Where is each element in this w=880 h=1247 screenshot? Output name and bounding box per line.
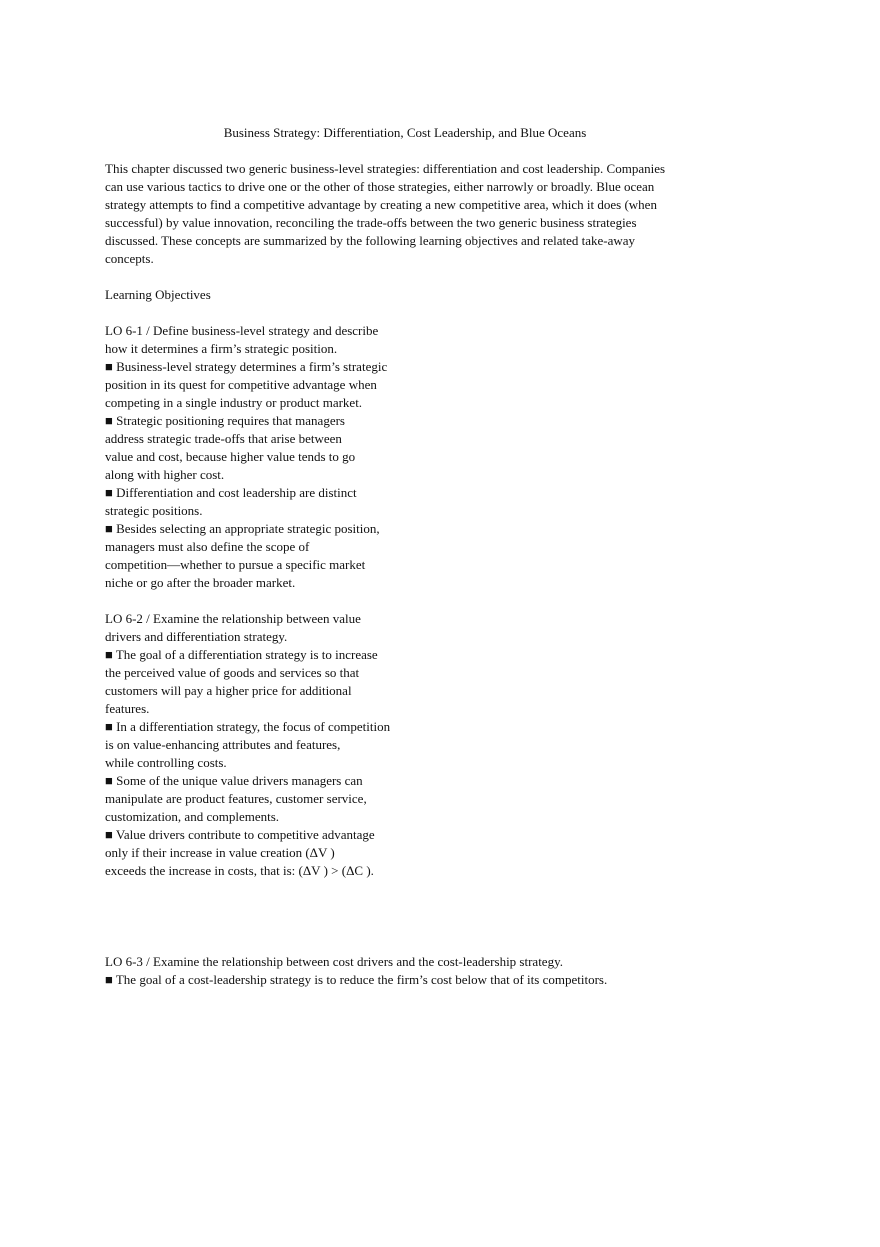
bullet-line: managers must also define the scope of	[105, 539, 310, 554]
bullet-line: ■ Strategic positioning requires that managers	[105, 413, 345, 428]
bullet-line: the perceived value of goods and services so that	[105, 665, 360, 680]
bullet-line: ■ Besides selecting an appropriate strategic position,	[105, 521, 380, 536]
learning-objective-6-3	[105, 953, 607, 989]
intro-line: can use various tactics to drive one or the other of those strategies, either narrowly or broadly. Blue ocean	[105, 179, 655, 194]
bullet-line: position in its quest for competitive advantage when	[105, 377, 377, 392]
bullet-line: ■ In a differentiation strategy, the focus of competition	[105, 719, 391, 734]
intro-line: concepts.	[105, 251, 154, 266]
bullet-line: ■ Value drivers contribute to competitive advantage	[105, 827, 375, 842]
bullet-line: ■ The goal of a differentiation strategy is to increase	[105, 647, 378, 662]
bullet-line: manipulate are product features, customer service,	[105, 791, 367, 806]
lo-heading-line: LO 6-1 / Define business-level strategy and describe	[105, 323, 379, 338]
lo-heading-line: LO 6-3 / Examine the relationship between cost drivers and the cost-leadership strategy.	[105, 954, 563, 969]
bullet-line: ■ Business-level strategy determines a firm’s strategic	[105, 359, 388, 374]
learning-objective-6-1	[105, 322, 387, 592]
learning-objective-6-2	[105, 610, 390, 880]
bullet-line: niche or go after the broader market.	[105, 575, 296, 590]
bullet-line: along with higher cost.	[105, 467, 225, 482]
bullet-line: ■ Some of the unique value drivers managers can	[105, 773, 363, 788]
section-heading: Learning Objectives	[105, 287, 211, 302]
bullet-line: competing in a single industry or product market.	[105, 395, 363, 410]
bullet-line: only if their increase in value creation (ΔV )	[105, 845, 335, 860]
document-title: Business Strategy: Differentiation, Cost Leadership, and Blue Oceans	[223, 125, 587, 140]
intro-line: strategy attempts to find a competitive advantage by creating a new competitive area, which it does (when	[105, 197, 657, 212]
bullet-line: is on value-enhancing attributes and features,	[105, 737, 341, 752]
bullet-line: strategic positions.	[105, 503, 203, 518]
intro-line: discussed. These concepts are summarized by the following learning objectives and related take-away	[105, 233, 636, 248]
bullet-line: while controlling costs.	[105, 755, 227, 770]
intro-line: This chapter discussed two generic business-level strategies: differentiation and cost leadership. Companies	[105, 161, 666, 176]
intro-line: successful) by value innovation, reconciling the trade-offs between the two generic business strategies	[105, 215, 637, 230]
lo-heading-line: how it determines a firm’s strategic position.	[105, 341, 338, 356]
lo-heading-line: LO 6-2 / Examine the relationship between value	[105, 611, 361, 626]
bullet-line: customers will pay a higher price for additional	[105, 683, 352, 698]
bullet-line: competition—whether to pursue a specific market	[105, 557, 366, 572]
bullet-line: address strategic trade-offs that arise between	[105, 431, 342, 446]
lo-heading-line: drivers and differentiation strategy.	[105, 629, 288, 644]
bullet-line: customization, and complements.	[105, 809, 280, 824]
bullet-line: value and cost, because higher value tends to go	[105, 449, 356, 464]
bullet-line: ■ The goal of a cost-leadership strategy is to reduce the firm’s cost below that of its competitors.	[105, 972, 608, 987]
bullet-line: features.	[105, 701, 150, 716]
intro-paragraph	[105, 160, 665, 268]
bullet-line: ■ Differentiation and cost leadership are distinct	[105, 485, 357, 500]
bullet-line: exceeds the increase in costs, that is: (ΔV ) > (ΔC ).	[105, 863, 374, 878]
